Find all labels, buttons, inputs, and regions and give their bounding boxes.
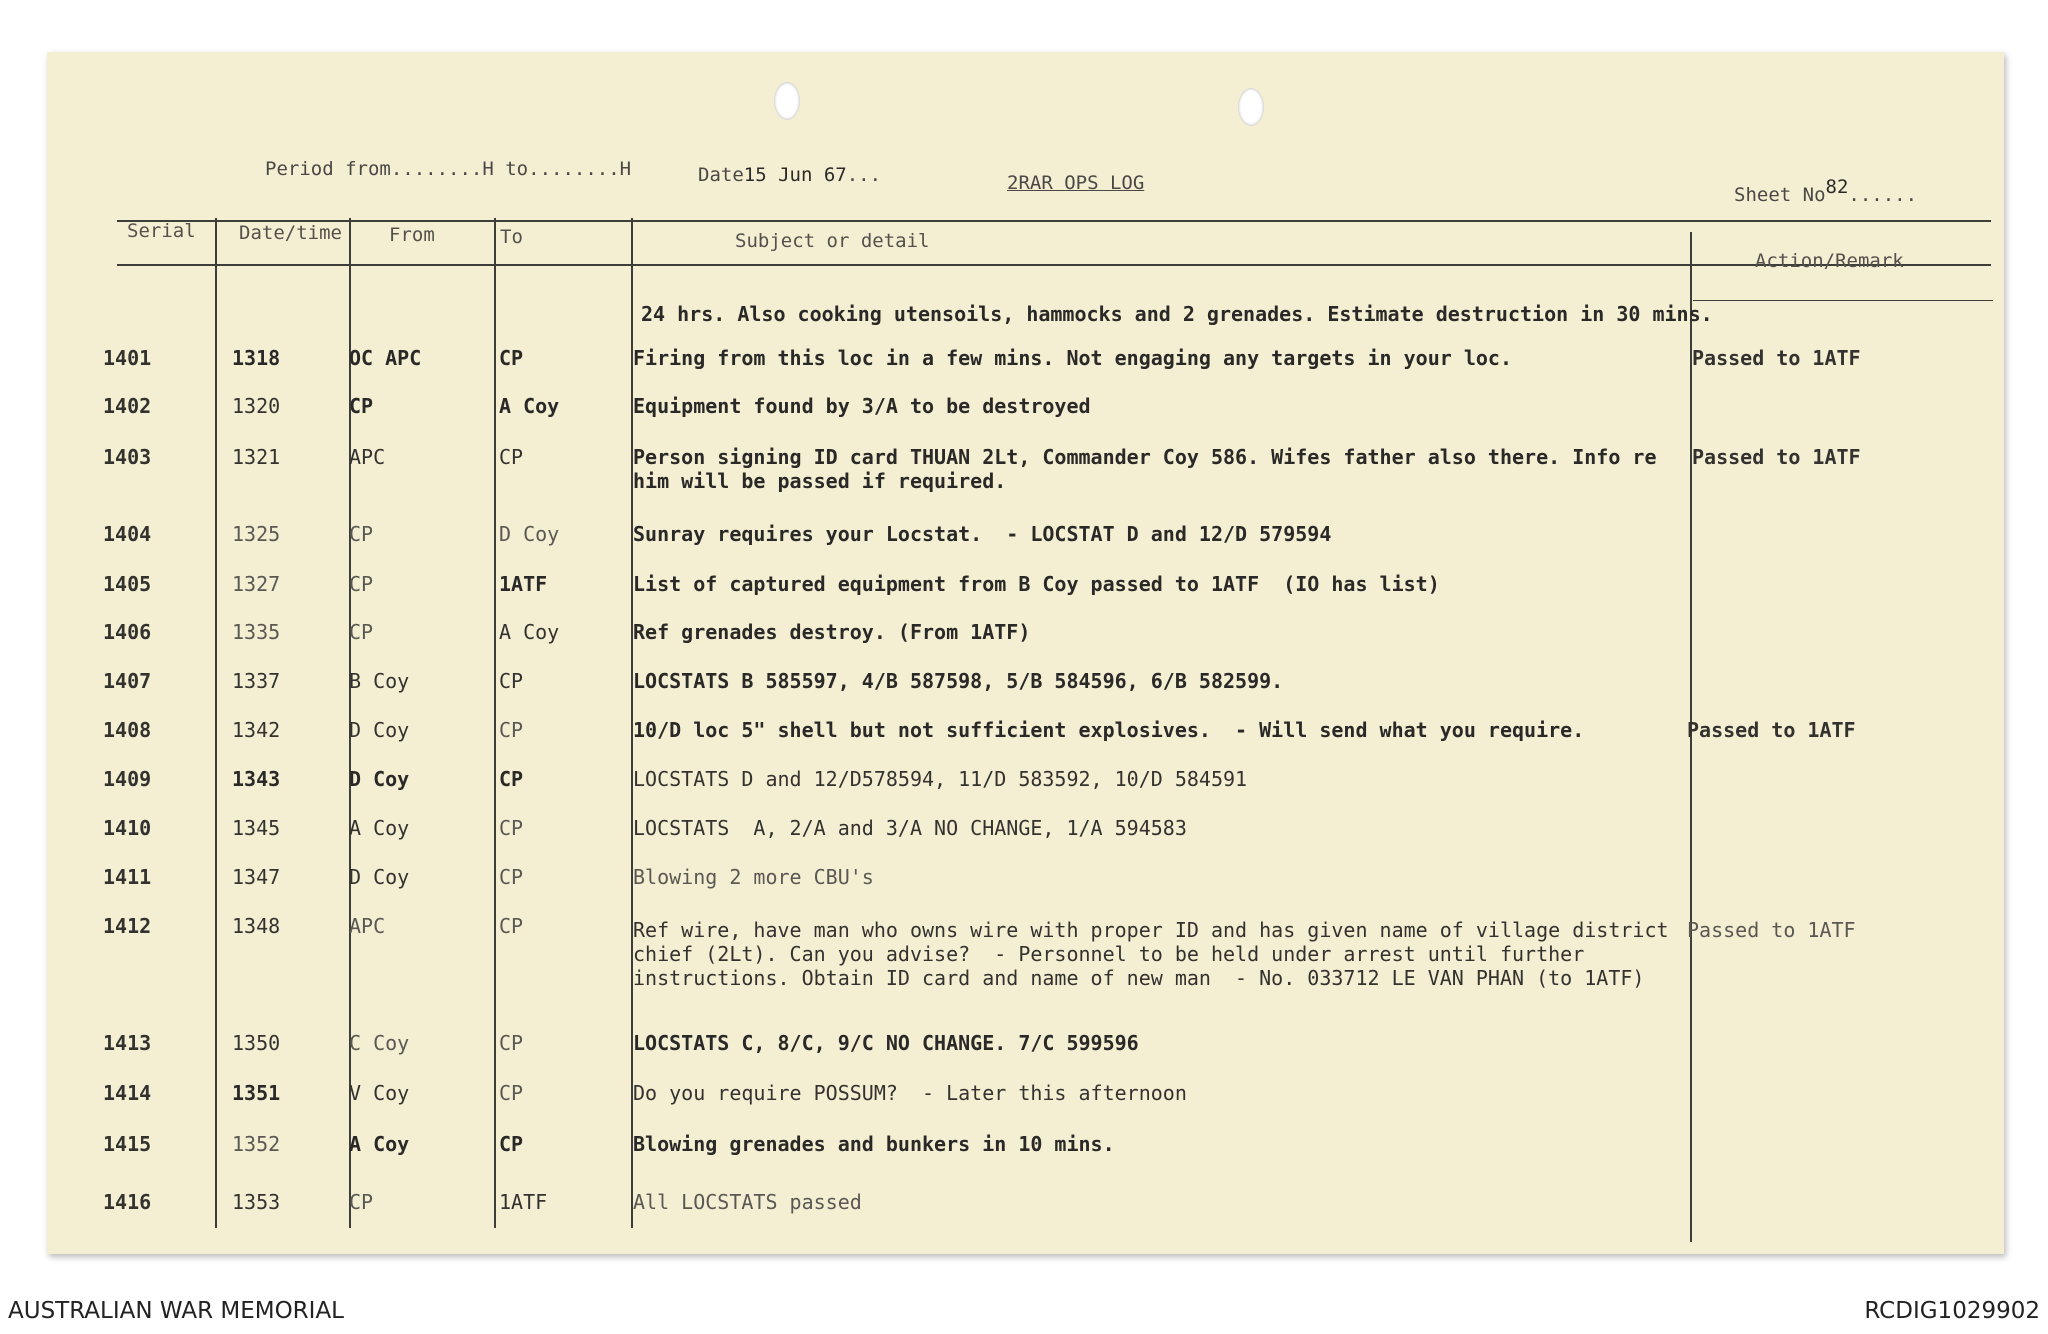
from: CP xyxy=(349,1190,374,1214)
continuation-text: 24 hrs. Also cooking utensoils, hammocks and 2 grenades. Estimate destruction in 30 mins. xyxy=(641,302,1713,326)
date-time: 1320 xyxy=(232,394,281,418)
serial: 1404 xyxy=(103,522,152,546)
date-time: 1325 xyxy=(232,522,281,546)
from: CP xyxy=(349,572,374,596)
date-field: Date15 Jun 67... xyxy=(698,164,882,186)
subject: Ref grenades destroy. (From 1ATF) xyxy=(633,620,1031,644)
column-header-subject: Subject or detail xyxy=(735,230,930,252)
action-remark: Passed to 1ATF xyxy=(1692,346,1861,370)
footer-record-id: RCDIG1029902 xyxy=(1864,1298,2040,1324)
serial: 1405 xyxy=(103,572,152,596)
date-time: 1347 xyxy=(232,865,281,889)
to: 1ATF xyxy=(499,572,548,596)
subject: Firing from this loc in a few mins. Not engaging any targets in your loc. xyxy=(633,346,1512,370)
serial: 1407 xyxy=(103,669,152,693)
to: D Coy xyxy=(499,522,560,546)
to: CP xyxy=(499,669,524,693)
date-time: 1321 xyxy=(232,445,281,469)
period-field: Period from........H to........H xyxy=(265,158,632,180)
serial: 1413 xyxy=(103,1031,152,1055)
serial: 1403 xyxy=(103,445,152,469)
from: APC xyxy=(349,914,386,938)
date-time: 1343 xyxy=(232,767,281,791)
serial: 1412 xyxy=(103,914,152,938)
from: V Coy xyxy=(349,1081,410,1105)
date-time: 1337 xyxy=(232,669,281,693)
to: CP xyxy=(499,816,524,840)
date-time: 1348 xyxy=(232,914,281,938)
from: A Coy xyxy=(349,816,410,840)
to: A Coy xyxy=(499,620,560,644)
subject: Sunray requires your Locstat. - LOCSTAT D and 12/D 579594 xyxy=(633,522,1332,546)
date-time: 1350 xyxy=(232,1031,281,1055)
action-remark: Passed to 1ATF xyxy=(1687,918,1856,942)
subject: 10/D loc 5" shell but not sufficient explosives. - Will send what you require. xyxy=(633,718,1585,742)
to: CP xyxy=(499,1132,524,1156)
to: CP xyxy=(499,1081,524,1105)
to: CP xyxy=(499,346,524,370)
subject: All LOCSTATS passed xyxy=(633,1190,862,1214)
action-remark: Passed to 1ATF xyxy=(1692,445,1861,469)
column-divider xyxy=(215,218,217,1228)
header-rule-bottom xyxy=(117,264,1991,266)
header-rule-top xyxy=(117,220,1991,222)
to: CP xyxy=(499,914,524,938)
subject: List of captured equipment from B Coy passed to 1ATF (IO has list) xyxy=(633,572,1440,596)
column-divider xyxy=(494,218,496,1228)
from: CP xyxy=(349,522,374,546)
subject: Blowing 2 more CBU's xyxy=(633,865,874,889)
subject: LOCSTATS A, 2/A and 3/A NO CHANGE, 1/A 594583 xyxy=(633,816,1187,840)
from: D Coy xyxy=(349,718,410,742)
from: D Coy xyxy=(349,865,410,889)
serial: 1410 xyxy=(103,816,152,840)
serial: 1416 xyxy=(103,1190,152,1214)
date-time: 1352 xyxy=(232,1132,281,1156)
serial: 1411 xyxy=(103,865,152,889)
to: CP xyxy=(499,865,524,889)
date-time: 1318 xyxy=(232,346,281,370)
punch-hole xyxy=(1238,88,1264,126)
subject: Blowing grenades and bunkers in 10 mins. xyxy=(633,1132,1115,1156)
log-sheet xyxy=(47,52,2004,1254)
subject: Person signing ID card THUAN 2Lt, Commander Coy 586. Wifes father also there. Info re him will be passed if required. xyxy=(633,445,1657,493)
to: CP xyxy=(499,767,524,791)
date-time: 1351 xyxy=(232,1081,281,1105)
from: CP xyxy=(349,394,374,418)
date-time: 1353 xyxy=(232,1190,281,1214)
punch-hole xyxy=(774,82,800,120)
subject: LOCSTATS D and 12/D578594, 11/D 583592, 10/D 584591 xyxy=(633,767,1248,791)
to: CP xyxy=(499,445,524,469)
subject: Do you require POSSUM? - Later this afternoon xyxy=(633,1081,1187,1105)
serial: 1415 xyxy=(103,1132,152,1156)
from: APC xyxy=(349,445,386,469)
from: CP xyxy=(349,620,374,644)
date-time: 1327 xyxy=(232,572,281,596)
column-header-action: Action/Remark xyxy=(1755,250,1904,272)
column-header-from: From xyxy=(389,224,435,246)
to: A Coy xyxy=(499,394,560,418)
log-title: 2RAR OPS LOG xyxy=(1007,172,1145,194)
column-header-datetime: Date/time xyxy=(239,222,342,244)
from: B Coy xyxy=(349,669,410,693)
sheet-number-field: Sheet No82...... xyxy=(1734,176,1918,206)
from: C Coy xyxy=(349,1031,410,1055)
subject: Ref wire, have man who owns wire with proper ID and has given name of village district chief (2Lt). Can you advise? - Personnel to be held under arrest until further instructions. Obtain ID card and name of new man - No. 033712 LE VAN PHAN (to 1ATF) xyxy=(633,918,1669,990)
from: OC APC xyxy=(349,346,422,370)
to: CP xyxy=(499,1031,524,1055)
serial: 1402 xyxy=(103,394,152,418)
from: D Coy xyxy=(349,767,410,791)
footer-credit: AUSTRALIAN WAR MEMORIAL xyxy=(8,1298,344,1324)
serial: 1409 xyxy=(103,767,152,791)
column-header-serial: Serial xyxy=(127,220,196,242)
to: CP xyxy=(499,718,524,742)
subject: Equipment found by 3/A to be destroyed xyxy=(633,394,1091,418)
date-time: 1335 xyxy=(232,620,281,644)
to: 1ATF xyxy=(499,1190,548,1214)
action-remark: Passed to 1ATF xyxy=(1687,718,1856,742)
subject: LOCSTATS C, 8/C, 9/C NO CHANGE. 7/C 599596 xyxy=(633,1031,1139,1055)
serial: 1401 xyxy=(103,346,152,370)
serial: 1406 xyxy=(103,620,152,644)
action-header-rule xyxy=(1693,300,1993,301)
date-time: 1345 xyxy=(232,816,281,840)
serial: 1414 xyxy=(103,1081,152,1105)
subject: LOCSTATS B 585597, 4/B 587598, 5/B 584596, 6/B 582599. xyxy=(633,669,1284,693)
column-header-to: To xyxy=(500,226,523,248)
from: A Coy xyxy=(349,1132,410,1156)
date-time: 1342 xyxy=(232,718,281,742)
serial: 1408 xyxy=(103,718,152,742)
